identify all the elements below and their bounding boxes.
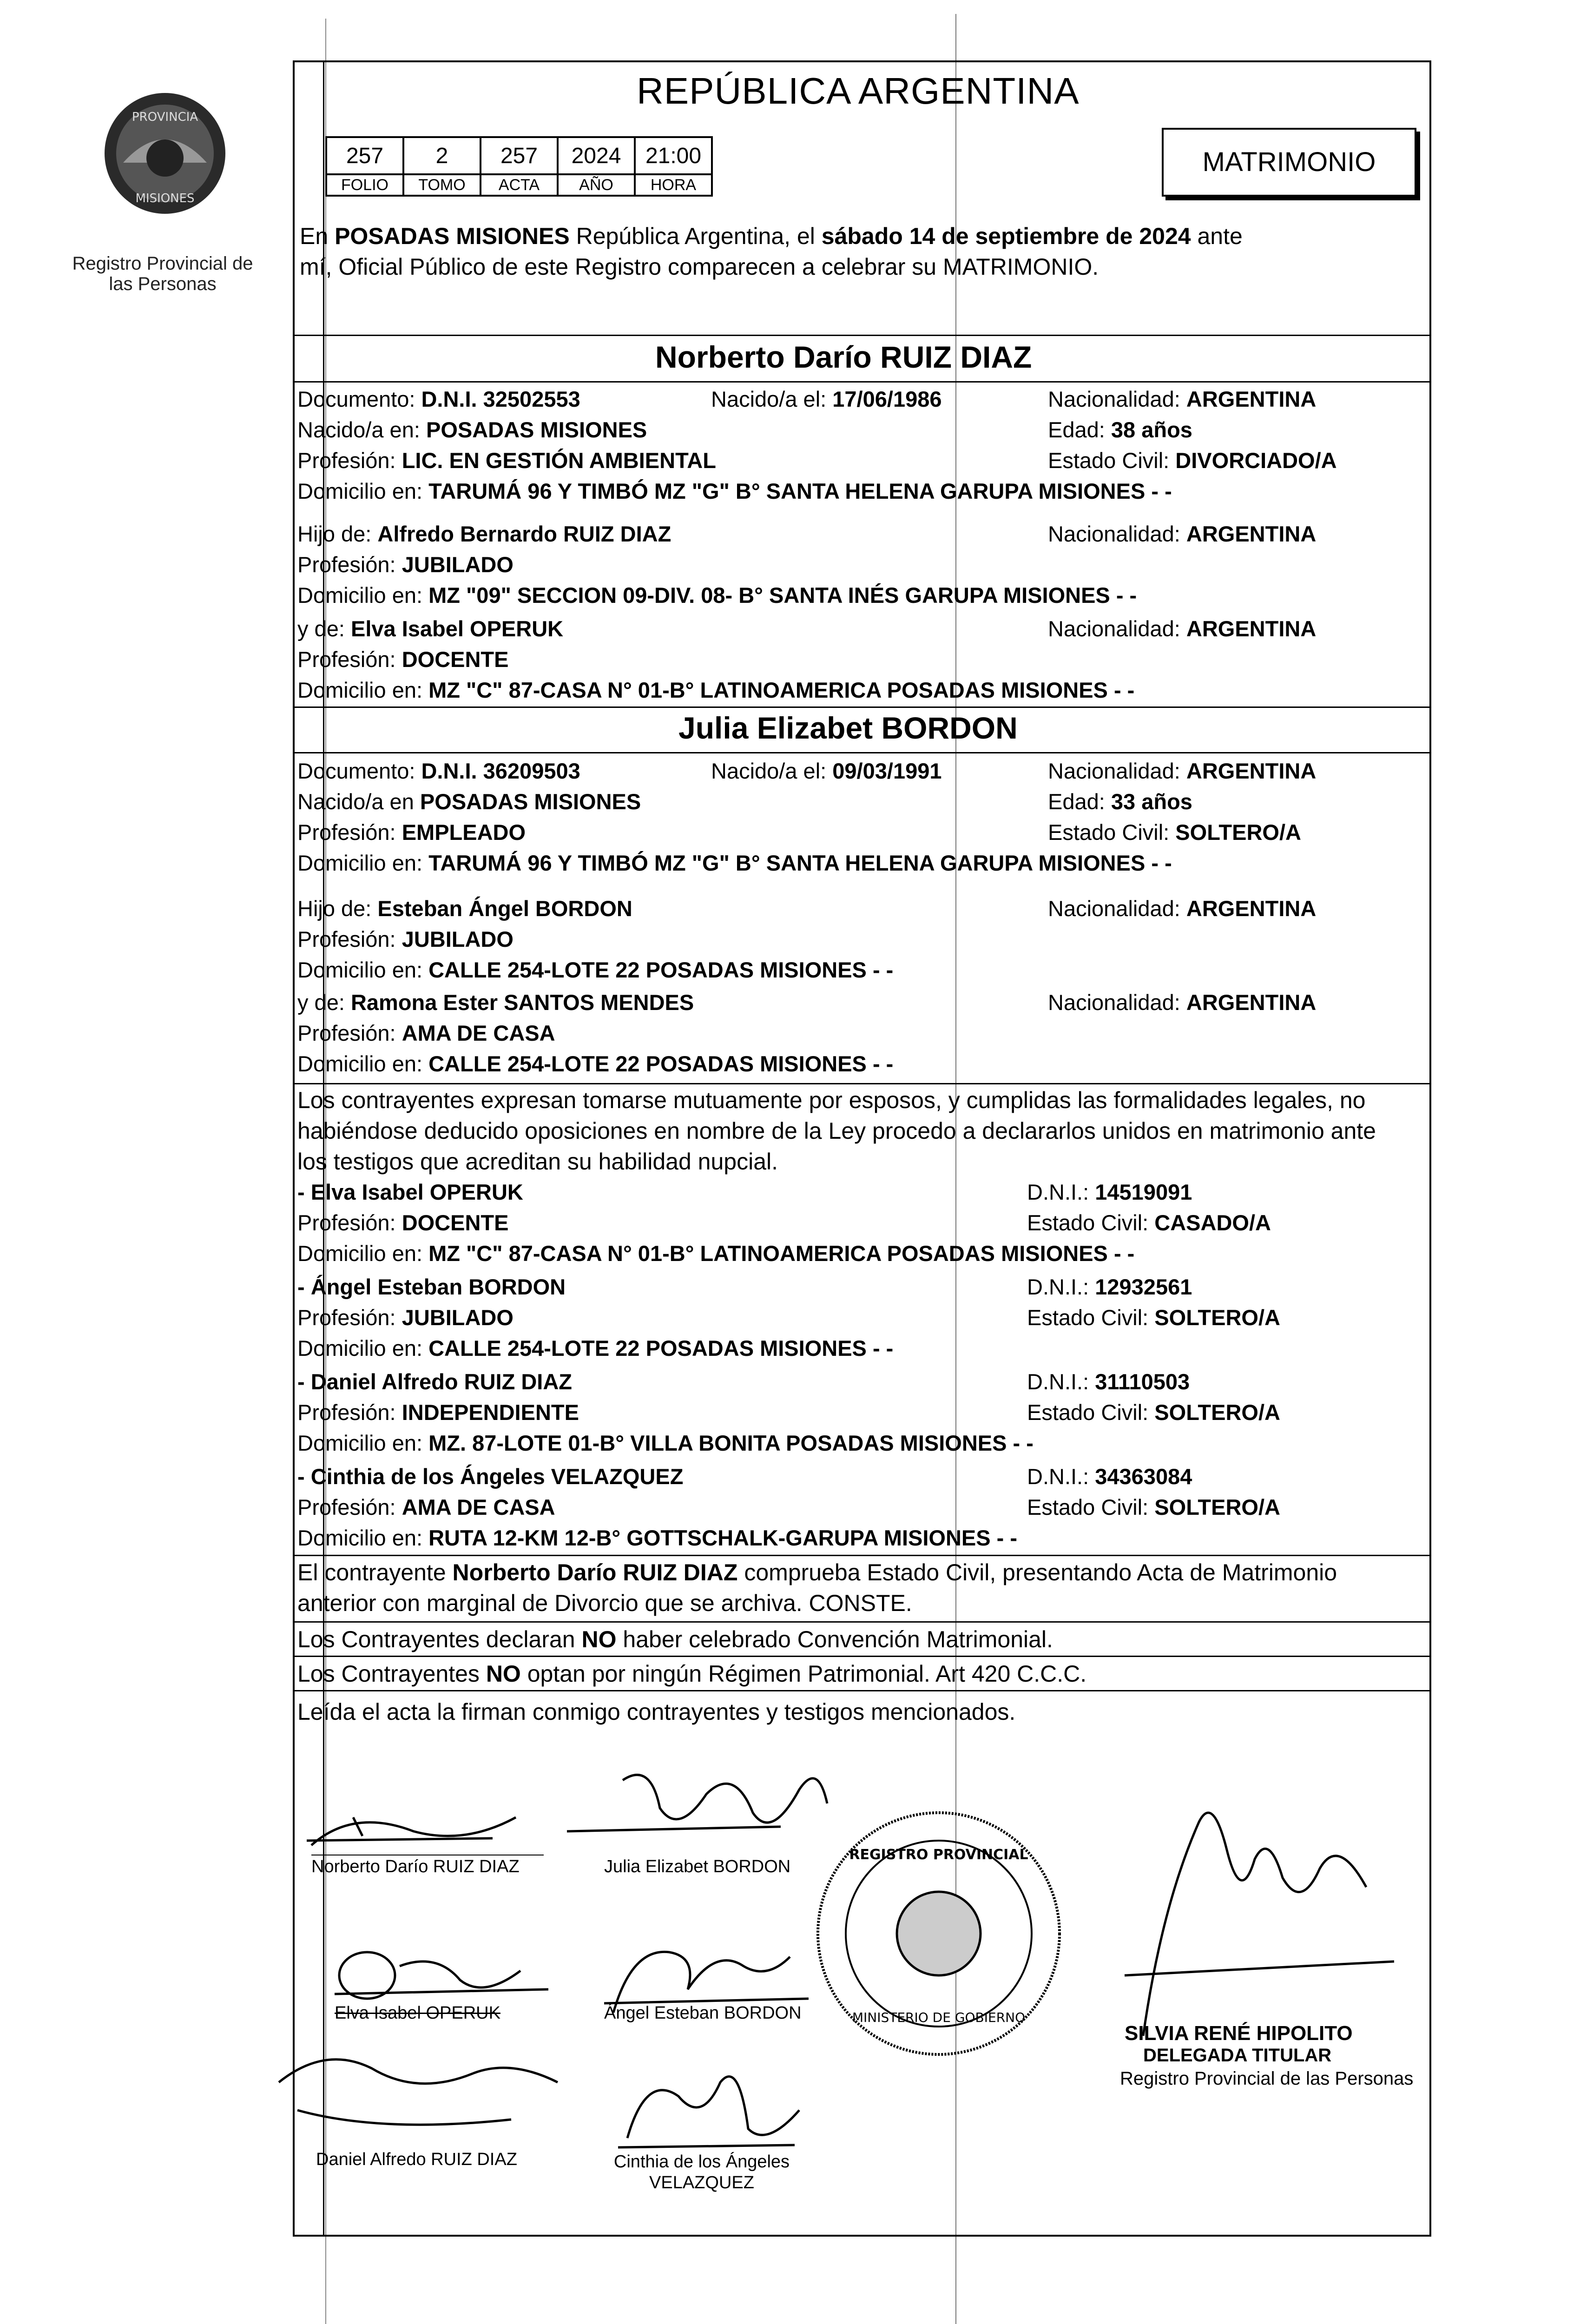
intro-line-2: mí, Oficial Público de este Registro comparecen a celebrar su MATRIMONIO. — [300, 254, 1099, 280]
witness2-name: - Ángel Esteban BORDON — [297, 1274, 566, 1299]
signature-label-witness3: Daniel Alfredo RUIZ DIAZ — [316, 2150, 517, 2169]
section-rule — [293, 1656, 1431, 1657]
spouse2-edad: Edad: 33 años — [1048, 789, 1192, 814]
svg-text:MISIONES: MISIONES — [135, 191, 195, 205]
witness4-dni: D.N.I.: 34363084 — [1027, 1464, 1192, 1489]
signature-spouse1 — [297, 1789, 558, 1859]
hora-value: 21:00 — [635, 137, 712, 174]
folio-label: FOLIO — [326, 174, 403, 196]
spouse1-nacido: Nacido/a el: 17/06/1986 — [711, 387, 942, 411]
acta-label: ACTA — [481, 174, 558, 196]
section-rule — [293, 335, 1431, 336]
signature-label-witness4-b: VELAZQUEZ — [649, 2173, 754, 2192]
section-rule — [293, 381, 1431, 383]
signature-label-witness4-a: Cinthia de los Ángeles — [613, 2152, 790, 2172]
tomo-value: 2 — [403, 137, 481, 174]
spouse1-name: Norberto Darío RUIZ DIAZ — [655, 340, 1032, 374]
folio-table — [325, 136, 713, 197]
witness1-name: - Elva Isabel OPERUK — [297, 1180, 523, 1204]
signature-witness4 — [599, 2054, 823, 2157]
official-title: DELEGADA TITULAR — [1143, 2045, 1332, 2066]
note-1-line-1: El contrayente Norberto Darío RUIZ DIAZ comprueba Estado Civil, presentando Acta de Matrimonio — [297, 1559, 1337, 1585]
witness4-prof: Profesión: AMA DE CASA — [297, 1495, 555, 1519]
section-rule — [293, 1621, 1431, 1623]
svg-text:MINISTERIO DE GOBIERNO: MINISTERIO DE GOBIERNO — [852, 2010, 1026, 2025]
intro-mid: República Argentina, el — [576, 223, 815, 249]
spouse2-padre-dom: Domicilio en: CALLE 254-LOTE 22 POSADAS MISIONES - - — [297, 957, 894, 982]
spouse1-padre-prof: Profesión: JUBILADO — [297, 552, 514, 577]
spouse1-edad: Edad: 38 años — [1048, 417, 1192, 442]
witness1-civil: Estado Civil: CASADO/A — [1027, 1210, 1271, 1235]
spouse2-madre-prof: Profesión: AMA DE CASA — [297, 1021, 555, 1045]
signature-spouse2 — [558, 1752, 846, 1859]
spouse2-padre: Hijo de: Esteban Ángel BORDON — [297, 896, 632, 921]
spouse2-documento: Documento: D.N.I. 36209503 — [297, 759, 580, 783]
spouse2-madre-nac: Nacionalidad: ARGENTINA — [1048, 990, 1317, 1015]
spouse2-padre-prof: Profesión: JUBILADO — [297, 927, 514, 951]
section-rule — [293, 1690, 1431, 1691]
intro-place: POSADAS MISIONES — [335, 223, 570, 249]
closing-text: Leída el acta la firman conmigo contrayentes y testigos mencionados. — [297, 1699, 1016, 1725]
note-3: Los Contrayentes NO optan por ningún Régimen Patrimonial. Art 420 C.C.C. — [297, 1661, 1087, 1687]
spouse1-madre: y de: Elva Isabel OPERUK — [297, 616, 564, 641]
witness3-civil: Estado Civil: SOLTERO/A — [1027, 1400, 1280, 1425]
official-name: SILVIA RENÉ HIPOLITO — [1125, 2022, 1353, 2045]
note-1-line-2: anterior con marginal de Divorcio que se archiva. CONSTE. — [297, 1590, 912, 1616]
svg-text:REGISTRO PROVINCIAL: REGISTRO PROVINCIAL — [849, 1847, 1028, 1863]
spouse1-nacionalidad: Nacionalidad: ARGENTINA — [1048, 387, 1317, 411]
witness1-dom: Domicilio en: MZ "C" 87-CASA N° 01-B° LATINOAMERICA POSADAS MISIONES - - — [297, 1241, 1135, 1266]
act-type-box — [1162, 128, 1416, 197]
declaration-line-2: habiéndose deducido oposiciones en nombre de la Ley procedo a declararlos unidos en matrimonio ante — [297, 1118, 1376, 1144]
spouse1-padre-dom: Domicilio en: MZ "09" SECCION 09-DIV. 08- B° SANTA INÉS GARUPA MISIONES - - — [297, 583, 1137, 607]
spouse2-madre: y de: Ramona Ester SANTOS MENDES — [297, 990, 694, 1015]
anio-label: AÑO — [558, 174, 635, 196]
intro-line-1 — [300, 221, 1243, 251]
section-rule — [293, 1555, 1431, 1556]
spouse1-civil: Estado Civil: DIVORCIADO/A — [1048, 448, 1337, 473]
act-type-label: MATRIMONIO — [1202, 147, 1376, 177]
section-rule — [293, 706, 1431, 708]
spouse1-lugar: Nacido/a en: POSADAS MISIONES — [297, 417, 647, 442]
witness2-civil: Estado Civil: SOLTERO/A — [1027, 1305, 1280, 1330]
intro-date: sábado 14 de septiembre de 2024 — [821, 223, 1191, 249]
signature-label-spouse2: Julia Elizabet BORDON — [604, 1857, 791, 1876]
witness2-dom: Domicilio en: CALLE 254-LOTE 22 POSADAS MISIONES - - — [297, 1336, 894, 1360]
intro-end: ante — [1197, 223, 1243, 249]
registry-stamp — [809, 1803, 1069, 2064]
spouse2-lugar: Nacido/a en POSADAS MISIONES — [297, 789, 641, 814]
witness3-dni: D.N.I.: 31110503 — [1027, 1369, 1190, 1394]
spouse1-madre-dom: Domicilio en: MZ "C" 87-CASA N° 01-B° LATINOAMERICA POSADAS MISIONES - - — [297, 678, 1135, 702]
spouse1-padre: Hijo de: Alfredo Bernardo RUIZ DIAZ — [297, 522, 672, 546]
witness2-prof: Profesión: JUBILADO — [297, 1305, 514, 1330]
spouse1-documento: Documento: D.N.I. 32502553 — [297, 387, 580, 411]
section-rule — [293, 1083, 1431, 1084]
hora-label: HORA — [635, 174, 712, 196]
spouse2-nacido: Nacido/a el: 09/03/1991 — [711, 759, 942, 783]
declaration-line-1: Los contrayentes expresan tomarse mutuamente por esposos, y cumplidas las formalidades legales, no — [297, 1087, 1366, 1113]
witness2-dni: D.N.I.: 12932561 — [1027, 1274, 1192, 1299]
spouse2-padre-nac: Nacionalidad: ARGENTINA — [1048, 896, 1317, 921]
spouse1-madre-prof: Profesión: DOCENTE — [297, 647, 509, 672]
seal-caption: Registro Provincial de las Personas — [72, 253, 253, 294]
spouse1-madre-nac: Nacionalidad: ARGENTINA — [1048, 616, 1317, 641]
provincial-seal-logo — [88, 88, 242, 265]
official-office: Registro Provincial de las Personas — [1120, 2068, 1414, 2089]
section-rule — [293, 752, 1431, 753]
svg-text:PROVINCIA: PROVINCIA — [132, 110, 198, 124]
witness3-prof: Profesión: INDEPENDIENTE — [297, 1400, 579, 1425]
witness1-prof: Profesión: DOCENTE — [297, 1210, 509, 1235]
intro-pre: En — [300, 223, 329, 249]
signature-label-spouse1: Norberto Darío RUIZ DIAZ — [311, 1857, 520, 1876]
folio-value: 257 — [326, 137, 403, 174]
spouse1-domicilio: Domicilio en: TARUMÁ 96 Y TIMBÓ MZ "G" B° SANTA HELENA GARUPA MISIONES - - — [297, 479, 1172, 503]
anio-value: 2024 — [558, 137, 635, 174]
signature-label-witness1: Elva Isabel OPERUK — [335, 2003, 500, 2023]
spouse2-domicilio: Domicilio en: TARUMÁ 96 Y TIMBÓ MZ "G" B° SANTA HELENA GARUPA MISIONES - - — [297, 851, 1172, 875]
page-title: REPÚBLICA ARGENTINA — [637, 70, 1080, 112]
note-2: Los Contrayentes declaran NO haber celebrado Convención Matrimonial. — [297, 1626, 1053, 1652]
signature-official — [1106, 1766, 1431, 2054]
spouse1-padre-nac: Nacionalidad: ARGENTINA — [1048, 522, 1317, 546]
spouse2-madre-dom: Domicilio en: CALLE 254-LOTE 22 POSADAS MISIONES - - — [297, 1051, 894, 1076]
spouse2-civil: Estado Civil: SOLTERO/A — [1048, 820, 1301, 845]
spouse2-name: Julia Elizabet BORDON — [678, 711, 1018, 745]
witness3-dom: Domicilio en: MZ. 87-LOTE 01-B° VILLA BONITA POSADAS MISIONES - - — [297, 1431, 1034, 1455]
signature-label-witness2: Ángel Esteban BORDON — [604, 2003, 802, 2023]
acta-value: 257 — [481, 137, 558, 174]
signature-witness3 — [270, 2027, 576, 2147]
spouse2-nacionalidad: Nacionalidad: ARGENTINA — [1048, 759, 1317, 783]
witness1-dni: D.N.I.: 14519091 — [1027, 1180, 1192, 1204]
spouse2-profesion: Profesión: EMPLEADO — [297, 820, 526, 845]
declaration-line-3: los testigos que acreditan su habilidad nupcial. — [297, 1149, 778, 1175]
witness3-name: - Daniel Alfredo RUIZ DIAZ — [297, 1369, 572, 1394]
spouse1-profesion: Profesión: LIC. EN GESTIÓN AMBIENTAL — [297, 448, 716, 473]
tomo-label: TOMO — [403, 174, 481, 196]
witness4-name: - Cinthia de los Ángeles VELAZQUEZ — [297, 1464, 684, 1489]
witness4-civil: Estado Civil: SOLTERO/A — [1027, 1495, 1280, 1519]
witness4-dom: Domicilio en: RUTA 12-KM 12-B° GOTTSCHALK-GARUPA MISIONES - - — [297, 1525, 1018, 1550]
